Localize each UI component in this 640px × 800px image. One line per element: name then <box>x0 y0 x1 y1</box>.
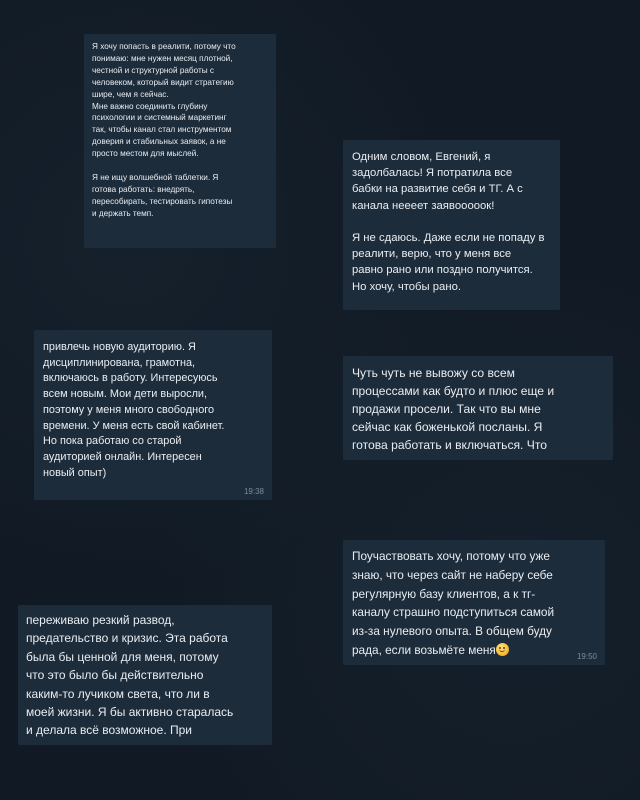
message-bubble <box>18 605 272 745</box>
message-bubble <box>343 140 560 310</box>
message-time: 19:50 <box>576 652 597 661</box>
smiling-face-emoji-icon <box>496 643 509 656</box>
message-bubble <box>343 540 605 665</box>
message-text-body: Поучаствовать хочу, потому что уже знаю, что через сайт не наберу себе регулярную базу клиентов, а к тг- каналу страшно подступиться самой из-за нулевого опыта. В общем буду рада, если возьмёте меня <box>352 549 555 657</box>
message-time: 19:38 <box>243 487 264 496</box>
message-text: Я хочу попасть в реалити, потому что понимаю: мне нужен месяц плотной, честной и структурной работы с человеком, который видит стратегию шире, чем я сейчас. Мне важно соединить глубину психологии и системный маркетинг так, чтобы канал стал инструментом доверия и стабильных заявок, а не просто местом для мыслей. Я не ищу волшебной таблетки. Я готова работать: внедрять, пересобирать, тестировать гипотезы и держать темп. <box>92 42 236 218</box>
message-bubble <box>343 356 613 460</box>
message-bubble <box>34 330 272 500</box>
message-text: переживаю резкий развод, предательство и кризис. Эта работа была бы ценной для меня, потому что это было бы действительно каким-то лучиком света, что ли в моей жизни. Я бы активно старалась и делала всё возможное. При <box>26 613 234 738</box>
message-text: Одним словом, Евгений, я задолбалась! Я потратила все бабки на развитие себя и ТГ. А с канала нееeет заявooooок! Я не сдаюсь. Даже если не попаду в реалити, верю, что у меня все равно рано или поздно получится. Но хочу, чтобы рано. <box>352 151 545 293</box>
message-text: привлечь новую аудиторию. Я дисциплинирована, грамотна, включаюсь в работу. Интересуюсь всем новым. Мои дети выросли, поэтому у меня много свободного времени. У меня есть свой кабинет. Но пока работаю со старой аудиторией онлайн. Интересен новый опыт) <box>43 341 225 479</box>
message-text: Чуть чуть не вывожу со всем процессами как будто и плюс еще и продажи просели. Так что вы мне сейчас как боженькой посланы. Я готова работать и включаться. Что <box>352 366 555 452</box>
message-text <box>352 547 596 660</box>
message-bubble <box>84 34 276 248</box>
